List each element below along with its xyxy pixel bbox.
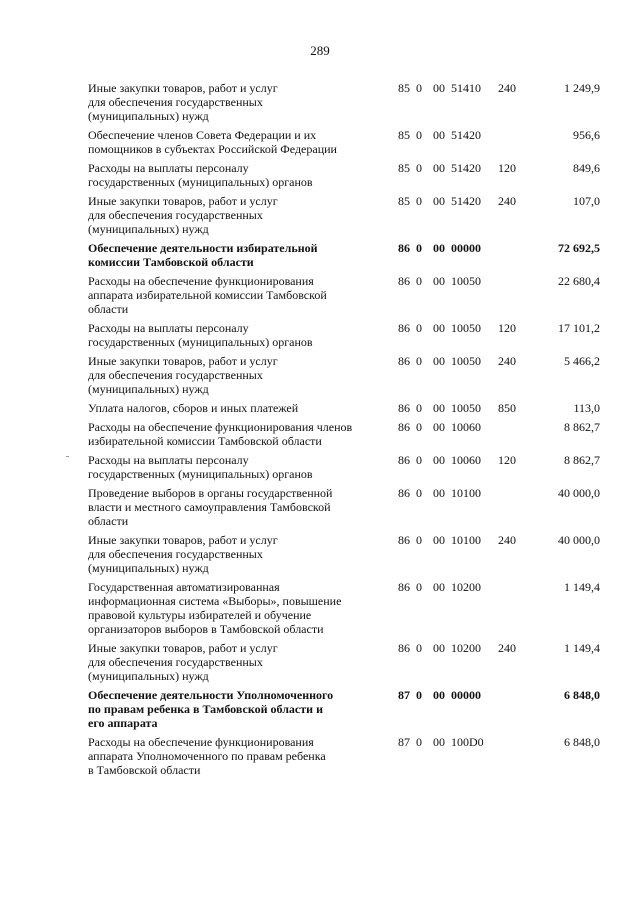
code-group: 00 10060 [433,453,481,467]
row-name: Обеспечение членов Совета Федерации и их помощников в субъектах Российской Федерации [88,128,337,156]
code-subprogram: 0 [416,453,422,467]
amount: 956,6 [573,128,600,142]
amount: 1 249,9 [564,81,600,95]
code-group: 00 10060 [433,420,481,434]
amount: 1 149,4 [564,580,600,594]
code-group: 00 51420 [433,128,481,142]
code-program: 85 [398,81,410,95]
code-program: 86 [398,321,410,335]
amount: 113,0 [573,401,600,415]
amount: 6 848,0 [564,688,600,702]
amount: 8 862,7 [564,453,600,467]
code-subprogram: 0 [416,274,422,288]
code-subprogram: 0 [416,241,422,255]
code-subprogram: 0 [416,641,422,655]
code-group: 00 10050 [433,321,481,335]
table-row [88,688,600,730]
row-name: Иные закупки товаров, работ и услуг для обеспечения государственных (муниципальных) нужд [88,354,278,396]
row-name: Уплата налогов, сборов и иных платежей [88,401,299,415]
code-program: 86 [398,486,410,500]
code-group: 00 10200 [433,580,481,594]
code-subprogram: 0 [416,420,422,434]
code-program: 87 [398,688,410,702]
row-name: Расходы на обеспечение функционирования аппарата избирательной комиссии Тамбовской области [88,274,327,316]
row-name: Проведение выборов в органы государственной власти и местного самоуправления Тамбовской области [88,486,333,528]
table-row [88,533,600,575]
table-row [88,241,600,269]
code-program: 85 [398,161,410,175]
amount: 8 862,7 [564,420,600,434]
code-group: 00 00000 [433,688,481,702]
row-name: Обеспечение деятельности Уполномоченного по правам ребенка в Тамбовской области и его аппарата [88,688,334,730]
row-name: Расходы на обеспечение функционирования членов избирательной комиссии Тамбовской области [88,420,353,448]
code-program: 86 [398,241,410,255]
code-subprogram: 0 [416,128,422,142]
code-group: 00 10050 [433,354,481,368]
amount: 40 000,0 [558,486,600,500]
code-subprogram: 0 [416,486,422,500]
code-group: 00 10050 [433,274,481,288]
code-program: 85 [398,128,410,142]
table-row [88,580,600,636]
row-name: Государственная автоматизированная информационная система «Выборы», повышение правовой культуры избирателей и обучение организаторов выборов в Тамбовской области [88,580,342,636]
amount: 22 680,4 [558,274,600,288]
page-number: 289 [310,43,330,58]
code-subprogram: 0 [416,81,422,95]
table-row [88,354,600,396]
expense-type: 850 [498,401,516,415]
expense-type: 240 [498,81,516,95]
margin-mark [66,456,69,457]
code-group: 00 10100 [433,533,481,547]
code-program: 86 [398,580,410,594]
expense-type: 240 [498,354,516,368]
expense-type: 120 [498,321,516,335]
code-group: 00 10200 [433,641,481,655]
table-row [88,453,600,481]
amount: 6 848,0 [564,735,600,749]
expense-type: 240 [498,533,516,547]
table-row [88,401,600,415]
row-name: Иные закупки товаров, работ и услуг для обеспечения государственных (муниципальных) нужд [88,81,278,123]
expense-type: 120 [498,161,516,175]
amount: 72 692,5 [558,241,600,255]
expense-type: 240 [498,194,516,208]
expense-type: 120 [498,453,516,467]
code-subprogram: 0 [416,354,422,368]
table-row [88,321,600,349]
row-name: Обеспечение деятельности избирательной комиссии Тамбовской области [88,241,318,269]
amount: 5 466,2 [564,354,600,368]
code-subprogram: 0 [416,688,422,702]
code-program: 85 [398,194,410,208]
code-subprogram: 0 [416,401,422,415]
row-name: Иные закупки товаров, работ и услуг для обеспечения государственных (муниципальных) нужд [88,641,278,683]
table-row [88,128,600,156]
row-name: Расходы на обеспечение функционирования аппарата Уполномоченного по правам ребенка в Тамбовской области [88,735,326,777]
table-row [88,274,600,316]
table-row [88,486,600,528]
code-group: 00 100D0 [433,735,484,749]
row-name: Расходы на выплаты персоналу государственных (муниципальных) органов [88,453,313,481]
amount: 849,6 [573,161,600,175]
code-subprogram: 0 [416,533,422,547]
code-program: 86 [398,533,410,547]
amount: 40 000,0 [558,533,600,547]
table-row [88,641,600,683]
row-name: Расходы на выплаты персоналу государственных (муниципальных) органов [88,321,313,349]
amount: 107,0 [573,194,600,208]
code-subprogram: 0 [416,580,422,594]
code-subprogram: 0 [416,735,422,749]
code-group: 00 10100 [433,486,481,500]
code-group: 00 51420 [433,161,481,175]
table-row [88,161,600,189]
row-name: Иные закупки товаров, работ и услуг для обеспечения государственных (муниципальных) нужд [88,194,278,236]
table-row [88,194,600,236]
code-subprogram: 0 [416,194,422,208]
code-group: 00 51420 [433,194,481,208]
table-row [88,420,600,448]
table-row [88,735,600,777]
code-program: 87 [398,735,410,749]
amount: 1 149,4 [564,641,600,655]
table-row [88,81,600,123]
code-program: 86 [398,401,410,415]
code-group: 00 10050 [433,401,481,415]
amount: 17 101,2 [558,321,600,335]
code-subprogram: 0 [416,321,422,335]
code-program: 86 [398,453,410,467]
expense-type: 240 [498,641,516,655]
code-program: 86 [398,274,410,288]
code-group: 00 51410 [433,81,481,95]
row-name: Расходы на выплаты персоналу государственных (муниципальных) органов [88,161,313,189]
budget-table [88,81,600,782]
code-subprogram: 0 [416,161,422,175]
code-group: 00 00000 [433,241,481,255]
code-program: 86 [398,420,410,434]
code-program: 86 [398,641,410,655]
code-program: 86 [398,354,410,368]
row-name: Иные закупки товаров, работ и услуг для обеспечения государственных (муниципальных) нужд [88,533,278,575]
